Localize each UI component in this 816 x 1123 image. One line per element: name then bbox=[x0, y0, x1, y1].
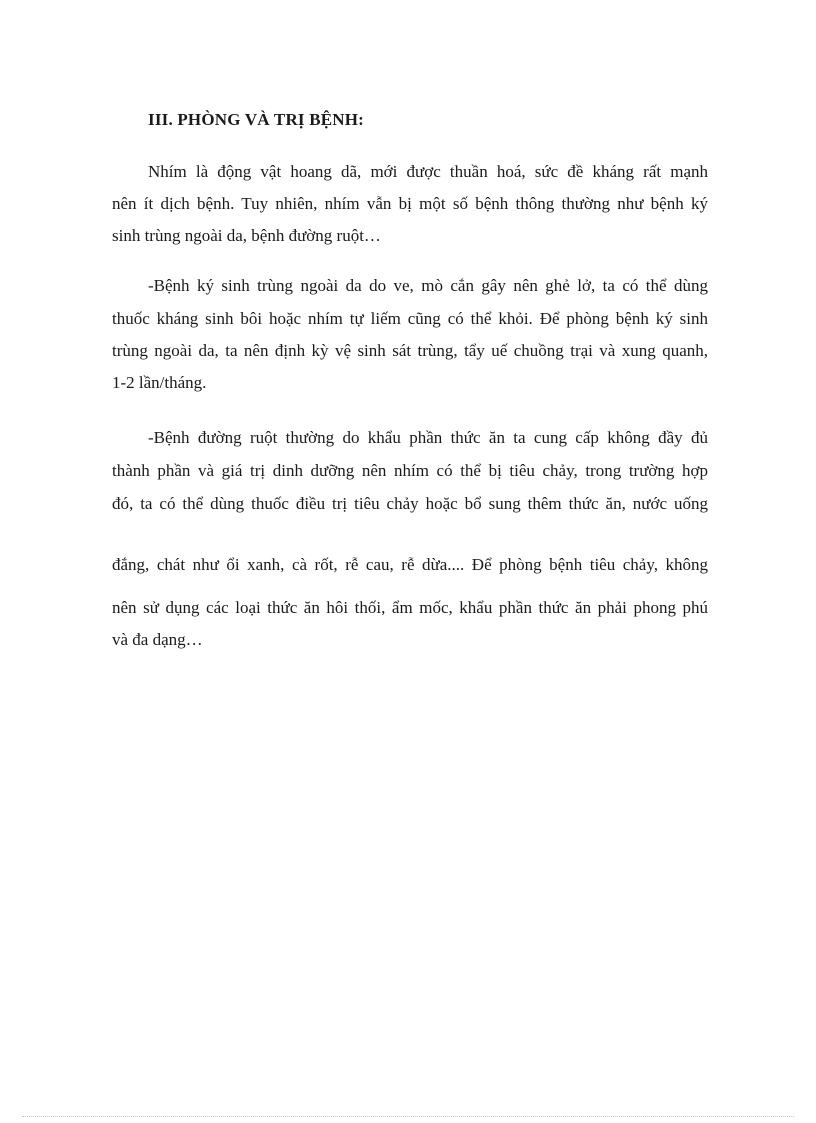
paragraph-3-line-2: thành phần và giá trị dinh dưỡng nên nhím có thể bị tiêu chảy, trong trường hợp bbox=[112, 461, 708, 480]
paragraph-1-line-3: sinh trùng ngoài da, bệnh đường ruột… bbox=[112, 226, 381, 245]
paragraph-3-line-3: đó, ta có thể dùng thuốc điều trị tiêu chảy hoặc bổ sung thêm thức ăn, nước uống bbox=[112, 494, 708, 513]
paragraph-3-line-1: -Bệnh đường ruột thường do khẩu phần thức ăn ta cung cấp không đầy đủ bbox=[148, 428, 708, 447]
paragraph-2-line-2: thuốc kháng sinh bôi hoặc nhím tự liếm cũng có thể khỏi. Để phòng bệnh ký sinh bbox=[112, 309, 708, 328]
paragraph-4-line-3: và đa dạng… bbox=[112, 630, 203, 649]
section-heading: III. PHÒNG VÀ TRỊ BỆNH: bbox=[148, 110, 365, 129]
paragraph-4-line-1: đắng, chát như ổi xanh, cà rốt, rễ cau, rễ dừa.... Để phòng bệnh tiêu chảy, không bbox=[112, 555, 708, 574]
paragraph-1-line-1: Nhím là động vật hoang dã, mới được thuần hoá, sức đề kháng rất mạnh bbox=[148, 162, 708, 181]
paragraph-2-line-3: trùng ngoài da, ta nên định kỳ vệ sinh sát trùng, tẩy uế chuồng trại và xung quanh, bbox=[112, 341, 708, 360]
paragraph-2-line-1: -Bệnh ký sinh trùng ngoài da do ve, mò cắn gây nên ghẻ lở, ta có thể dùng bbox=[148, 276, 708, 295]
page-bottom-divider bbox=[22, 1116, 794, 1117]
paragraph-4-line-2: nên sử dụng các loại thức ăn hôi thối, ẩm mốc, khẩu phần thức ăn phải phong phú bbox=[112, 598, 708, 617]
paragraph-1-line-2: nên ít dịch bệnh. Tuy nhiên, nhím vẫn bị một số bệnh thông thường như bệnh ký bbox=[112, 194, 708, 213]
paragraph-2-line-4: 1-2 lần/tháng. bbox=[112, 373, 207, 392]
